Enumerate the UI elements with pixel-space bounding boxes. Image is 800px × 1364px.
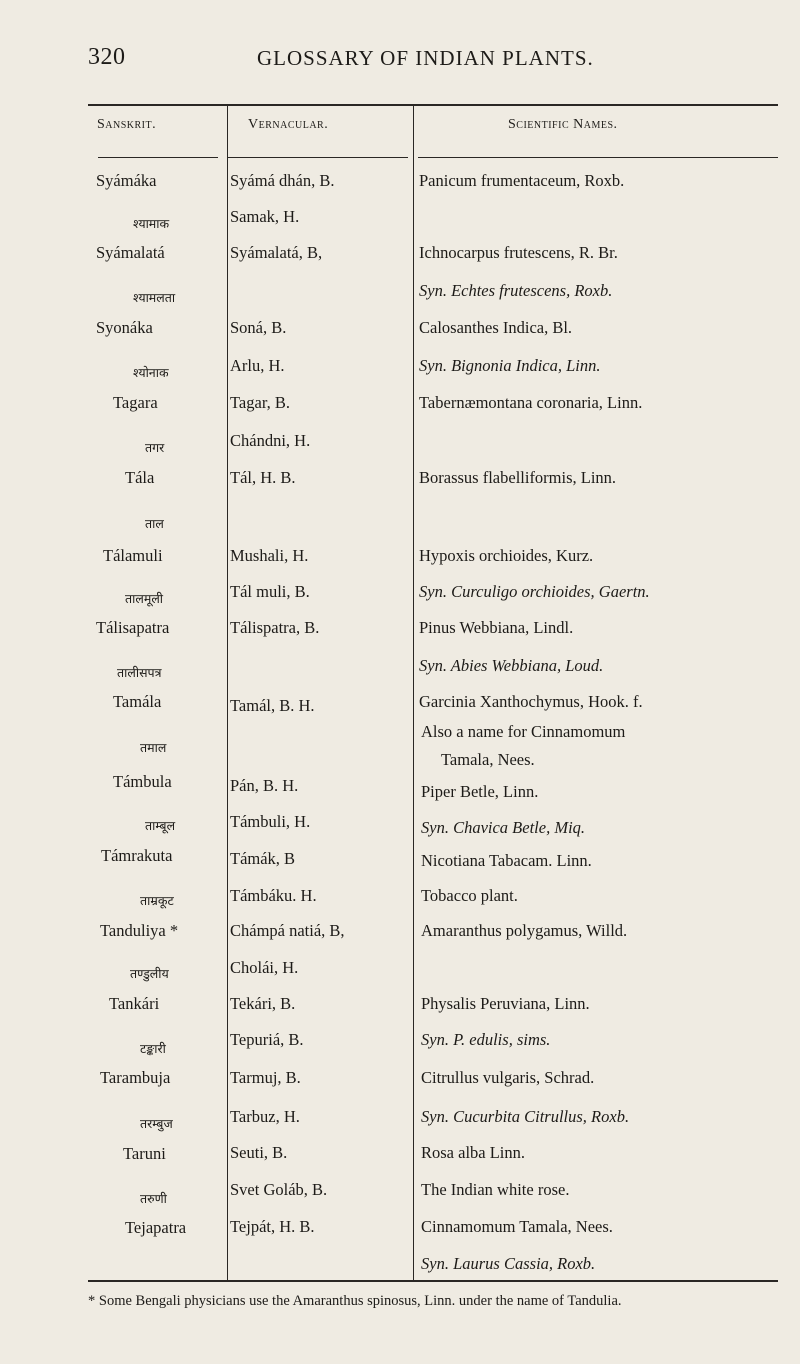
sanskrit-entry: Syámalatá xyxy=(96,243,165,262)
scientific-synonym: Syn. P. edulis, sims. xyxy=(421,1030,551,1049)
vernacular-entry: Syámá dhán, B. xyxy=(230,171,335,190)
sanskrit-entry: Tamála xyxy=(113,692,162,711)
sanskrit-script: ताम्बूल xyxy=(145,818,176,833)
sanskrit-script: श्यामलता xyxy=(133,290,176,305)
table-top-rule xyxy=(88,104,778,106)
column-header-scientific: Scientific Names. xyxy=(508,117,618,132)
scientific-entry: Nicotiana Tabacam. Linn. xyxy=(421,851,592,870)
vernacular-entry: Samak, H. xyxy=(230,207,300,226)
scientific-synonym: Syn. Cucurbita Citrullus, Roxb. xyxy=(421,1107,630,1126)
sanskrit-script: तालीसपत्र xyxy=(117,665,162,680)
vernacular-entry: Arlu, H. xyxy=(230,356,285,375)
vernacular-entry: Svet Goláb, B. xyxy=(230,1180,328,1199)
scientific-entry: Hypoxis orchioides, Kurz. xyxy=(419,546,594,565)
sanskrit-script: तमाल xyxy=(140,740,167,755)
scientific-entry: Tabernæmontana coronaria, Linn. xyxy=(419,393,643,412)
sanskrit-script: श्योनाक xyxy=(133,365,169,380)
table-bottom-rule xyxy=(88,1280,778,1282)
vernacular-entry: Tarbuz, H. xyxy=(230,1107,300,1126)
vernacular-entry: Támbuli, H. xyxy=(230,812,311,831)
sanskrit-entry: Syámáka xyxy=(96,171,157,190)
header-rule-scientific xyxy=(418,157,778,158)
vernacular-entry: Seuti, B. xyxy=(230,1143,288,1162)
vernacular-entry: Chándni, H. xyxy=(230,431,311,450)
footnote: * Some Bengali physicians use the Amaranthus spinosus, Linn. under the name of Tandulia. xyxy=(88,1293,622,1309)
vernacular-entry: Tejpát, H. B. xyxy=(230,1217,315,1236)
column-divider-1 xyxy=(227,104,228,1280)
running-head: GLOSSARY OF INDIAN PLANTS. xyxy=(257,46,594,70)
sanskrit-script: तण्डुलीय xyxy=(130,966,169,981)
scientific-entry: Rosa alba Linn. xyxy=(421,1143,526,1162)
header-rule-sanskrit xyxy=(98,157,218,158)
sanskrit-entry: Tálisapatra xyxy=(96,618,170,637)
scientific-entry: The Indian white rose. xyxy=(421,1180,570,1199)
sanskrit-entry: Taruni xyxy=(123,1144,166,1163)
sanskrit-entry: Támbula xyxy=(113,772,172,791)
scientific-entry: Garcinia Xanthochymus, Hook. f. xyxy=(419,692,643,711)
scientific-synonym: Syn. Echtes frutescens, Roxb. xyxy=(419,281,613,300)
sanskrit-entry: Syonáka xyxy=(96,318,153,337)
sanskrit-script: तगर xyxy=(145,440,165,455)
scientific-synonym: Syn. Abies Webbiana, Loud. xyxy=(419,656,604,675)
scientific-entry: Physalis Peruviana, Linn. xyxy=(421,994,590,1013)
column-divider-2 xyxy=(413,104,414,1280)
vernacular-entry: Pán, B. H. xyxy=(230,776,299,795)
scientific-synonym: Syn. Curculigo orchioides, Gaertn. xyxy=(419,582,650,601)
sanskrit-script: श्यामाक xyxy=(133,216,170,231)
sanskrit-script: तरुणी xyxy=(140,1191,167,1206)
vernacular-entry: Tálispatra, B. xyxy=(230,618,320,637)
scientific-entry: Also a name for Cinnamomum xyxy=(421,722,626,741)
vernacular-entry: Tagar, B. xyxy=(230,393,291,412)
vernacular-entry: Támbáku. H. xyxy=(230,886,317,905)
scientific-entry: Ichnocarpus frutescens, R. Br. xyxy=(419,243,618,262)
scientific-entry: Tamala, Nees. xyxy=(441,750,535,769)
sanskrit-entry: Tankári xyxy=(109,994,160,1013)
vernacular-entry: Tarmuj, B. xyxy=(230,1068,301,1087)
column-header-sanskrit: Sanskrit. xyxy=(97,117,157,132)
scientific-entry: Piper Betle, Linn. xyxy=(421,782,539,801)
vernacular-entry: Tál, H. B. xyxy=(230,468,296,487)
vernacular-entry: Chámpá natiá, B, xyxy=(230,921,345,940)
scientific-entry: Pinus Webbiana, Lindl. xyxy=(419,618,574,637)
vernacular-entry: Syámalatá, B, xyxy=(230,243,323,262)
sanskrit-script: तालमूली xyxy=(125,591,164,606)
scientific-entry: Borassus flabelliformis, Linn. xyxy=(419,468,617,487)
scientific-entry: Citrullus vulgaris, Schrad. xyxy=(421,1068,595,1087)
vernacular-entry: Mushali, H. xyxy=(230,546,309,565)
scientific-entry: Calosanthes Indica, Bl. xyxy=(419,318,573,337)
vernacular-entry: Soná, B. xyxy=(230,318,287,337)
sanskrit-script: तरम्बुज xyxy=(140,1116,173,1131)
scientific-entry: Panicum frumentaceum, Roxb. xyxy=(419,171,625,190)
scientific-synonym: Syn. Chavica Betle, Miq. xyxy=(421,818,586,837)
vernacular-entry: Támák, B xyxy=(230,849,296,868)
vernacular-entry: Cholái, H. xyxy=(230,958,299,977)
sanskrit-entry: Tálamuli xyxy=(103,546,163,565)
vernacular-entry: Tepuriá, B. xyxy=(230,1030,304,1049)
sanskrit-entry: Tagara xyxy=(113,393,158,412)
sanskrit-script: ताल xyxy=(145,516,164,531)
vernacular-entry: Tál muli, B. xyxy=(230,582,310,601)
sanskrit-entry: Tejapatra xyxy=(125,1218,187,1237)
scientific-synonym: Syn. Laurus Cassia, Roxb. xyxy=(421,1254,596,1273)
scientific-entry: Cinnamomum Tamala, Nees. xyxy=(421,1217,613,1236)
column-header-vernacular: Vernacular. xyxy=(248,117,329,132)
sanskrit-entry: Tanduliya * xyxy=(100,921,179,940)
scientific-synonym: Syn. Bignonia Indica, Linn. xyxy=(419,356,601,375)
sanskrit-script: ताम्रकूट xyxy=(140,893,174,908)
sanskrit-entry: Támrakuta xyxy=(101,846,173,865)
sanskrit-entry: Tála xyxy=(125,468,155,487)
scientific-entry: Amaranthus polygamus, Willd. xyxy=(421,921,628,940)
page-number: 320 xyxy=(88,44,126,70)
sanskrit-entry: Tarambuja xyxy=(100,1068,171,1087)
vernacular-entry: Tekári, B. xyxy=(230,994,296,1013)
sanskrit-script: टङ्कारी xyxy=(140,1041,166,1056)
scientific-entry: Tobacco plant. xyxy=(421,886,518,905)
header-rule-vernacular xyxy=(228,157,408,158)
vernacular-entry: Tamál, B. H. xyxy=(230,696,315,715)
